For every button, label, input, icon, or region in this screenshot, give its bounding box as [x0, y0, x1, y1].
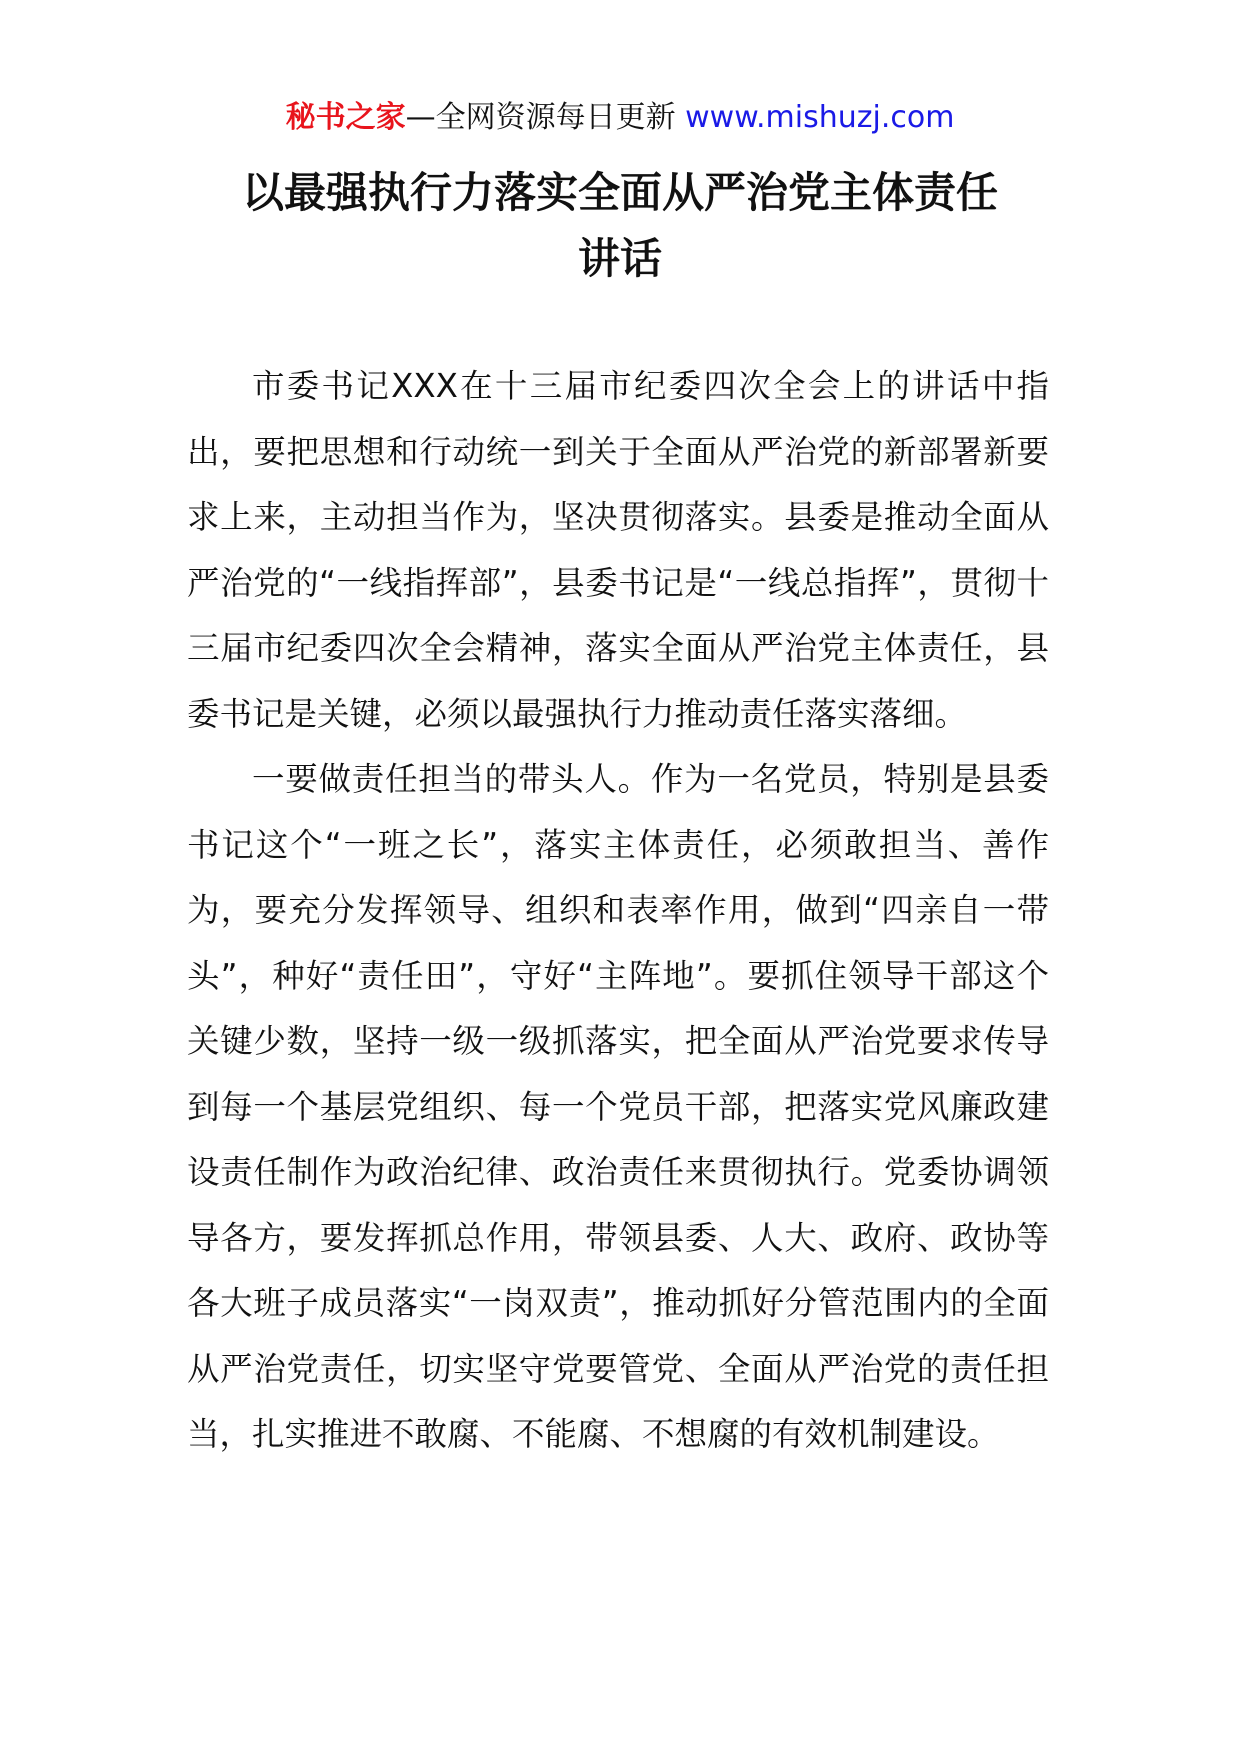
site-url-link[interactable]: www.mishuzj.com [685, 100, 955, 135]
paragraph: 一要做责任担当的带头人。作为一名党员，特别是县委书记这个“一班之长”，落实主体责任，必须敢担当、善作为，要充分发挥领导、组织和表率作用，做到“四亲自一带头”，种好“责任田”，守好“主阵地”。要抓住领导干部这个关键少数，坚持一级一级抓落实，把全面从严治党要求传导到每一个基层党组织、每一个党员干部，把落实党风廉政建设责任制作为政治纪律、政治责任来贯彻执行。党委协调领导各方，要发挥抓总作用，带领县委、人大、政府、政协等各大班子成员落实“一岗双责”，推动抓好分管范围内的全面从严治党责任，切实坚守党要管党、全面从严治党的责任担当，扎实推进不敢腐、不能腐、不想腐的有效机制建设。 [187, 760, 1049, 1453]
title-line-2: 讲话 [577, 234, 662, 283]
site-header [0, 98, 1240, 138]
brand-tagline: —全网资源每日更新 [405, 100, 676, 135]
paragraph: 市委书记XXX在十三届市纪委四次全会上的讲话中指出，要把思想和行动统一到关于全面从严治党的新部署新要求上来，主动担当作为，坚决贯彻落实。县委是推动全面从严治党的“一线指挥部”，县委书记是“一线总指挥”，贯彻十三届市纪委四次全会精神，落实全面从严治党主体责任，县委书记是关键，必须以最强执行力推动责任落实落细。 [187, 367, 1049, 733]
title-line-1: 以最强执行力落实全面从严治党主体责任 [241, 168, 998, 217]
document-body [187, 354, 1049, 1468]
brand-name: 秘书之家 [285, 100, 406, 135]
document-title [150, 160, 1090, 292]
